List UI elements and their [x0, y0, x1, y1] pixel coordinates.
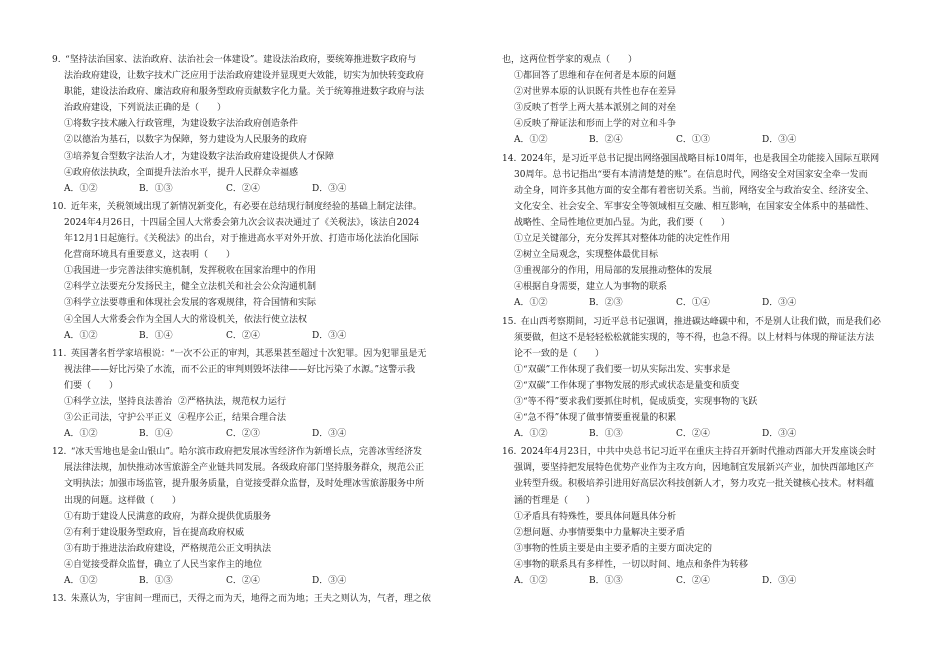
statement-option: ②科学立法要充分发扬民主，健全立法机关和社会公众沟通机制: [64, 282, 317, 293]
statement-option: ①立足关键部分，充分发挥其对整体功能的决定性作用: [514, 234, 731, 245]
question-number: 12.: [52, 447, 67, 458]
statement-option-row: [52, 394, 452, 410]
question-number: 10.: [52, 201, 67, 212]
answer-choice: B．②④: [589, 135, 623, 146]
question-stem-text: 法治政府建设，让数字技术广泛应用于法治政府建设并显现更大效能，切实为加快转变政府: [64, 71, 425, 82]
question-stem-text: “冰天雪地也是金山银山”。哈尔滨市政府把发展冰雪经济作为新增长点，完善冰雪经济发: [70, 447, 423, 458]
answer-choice: B．①③: [139, 183, 173, 194]
statement-option: ③有助于推进法治政府建设，严格规范公正文明执法: [64, 543, 272, 554]
answer-choice: D．③④: [312, 330, 347, 341]
question-stem-text: 动全身，同许多其他方面的安全都有着密切关系。当前，网络安全与政治安全、经济安全、: [514, 185, 875, 196]
statement-option: ④“急不得”体现了做事情要重视量的积累: [514, 413, 677, 424]
question-stem-line: [502, 314, 904, 330]
question-stem-line: [52, 231, 452, 247]
answer-choice: C．②④: [226, 576, 260, 586]
answer-choices: [502, 132, 904, 148]
question-stem-text: 展法律法规，加快推动冰雪旅游全产业链共同发展。各级政府部门坚持服务群众，规范公正: [64, 463, 425, 474]
statement-option: ②想问题、办事情要集中力量解决主要矛盾: [514, 527, 686, 538]
question-stem-text: 职能，建设法治政府、廉洁政府和服务型政府贡献数字化力量。关于统筹推进数字政府与法: [64, 87, 425, 98]
question-stem-text: “坚持法治国家、法治政府、法治社会一体建设”。建设法治政府，要统筹推进数字政府与: [65, 55, 417, 65]
question-stem-line: [52, 100, 452, 116]
question-stem-text: 近年来，关税领域出现了新情况新变化，有必要在总结现行制度经验的基础上制定法律。: [70, 201, 422, 212]
statement-option: ④根据自身需要，建立人为事物的联系: [514, 282, 668, 293]
answer-choice: C．②④: [676, 429, 710, 440]
question-stem-line: [52, 84, 452, 100]
statement-option: ①有助于建设人民满意的政府，为群众提供优质服务: [64, 511, 272, 522]
question-stem-text: 们要（ ）: [64, 380, 119, 391]
question-stem-text: 涵的哲理是（ ）: [514, 495, 596, 506]
question-block: [52, 444, 452, 589]
statement-option: ④程序公正，结果合理合法: [178, 413, 287, 424]
question-stem-line: [52, 247, 452, 263]
statement-option: ③“等不得”要求我们要抓住时机，促成质变，实现事物的飞跃: [514, 396, 758, 407]
question-stem-line: [52, 591, 452, 607]
question-stem-line: [52, 378, 452, 394]
statement-option: ④事物的联系具有多样性，一切以时间、地点和条件为转移: [514, 559, 749, 570]
answer-choices: [52, 181, 452, 197]
question-stem-line: [52, 346, 452, 362]
answer-choices: [502, 295, 904, 311]
answer-choice: A．①②: [64, 183, 98, 194]
question-number: 15.: [502, 316, 517, 327]
statement-option: ②有利于建设服务型政府，旨在提高政府权威: [64, 527, 245, 538]
question-number: 16.: [502, 447, 517, 458]
answer-choice: B．②③: [589, 298, 623, 309]
question-block: [52, 591, 452, 607]
question-block: [52, 52, 452, 197]
statement-option: ①矛盾具有特殊性，要具体问题具体分析: [514, 511, 677, 522]
question-stem-line: [52, 476, 452, 492]
answer-choice: A．①②: [514, 576, 548, 586]
question-stem-text: 在山西考察期间，习近平总书记强调，推进碳达峰碳中和，不是别人让我们做，而是我们必: [520, 316, 881, 327]
statement-option: ④反映了辩证法和形而上学的对立和斗争: [514, 119, 677, 130]
answer-choice: A．①②: [64, 429, 98, 440]
question-stem-line: [502, 346, 904, 362]
left-column: [52, 52, 452, 609]
statement-option: ③科学立法要尊重和体现社会发展的客观规律，符合国情和实际: [64, 298, 317, 309]
answer-choice: B．①③: [139, 576, 173, 586]
answer-choices: [52, 426, 452, 442]
answer-choice: A．①②: [64, 330, 98, 341]
question-number: 13.: [52, 594, 67, 605]
statement-option: ②“双碳”工作体现了事物发展的形式或状态是量变和质变: [514, 380, 740, 391]
answer-choice: D．③④: [762, 576, 797, 586]
answer-choice: B．①③: [589, 576, 623, 586]
question-stem-line: [52, 52, 452, 68]
answer-choices: [502, 426, 904, 442]
question-number: 9.: [52, 55, 61, 65]
question-stem-line: [502, 330, 904, 346]
statement-option: ②严格执法，规范权力运行: [178, 396, 287, 407]
statement-option: ①科学立法，坚持良法善治: [64, 396, 173, 407]
question-stem-line: [52, 493, 452, 509]
question-stem-line: [502, 215, 904, 231]
answer-choice: C．①④: [676, 298, 710, 309]
question-stem-text: 也，这两位哲学家的观点（ ）: [502, 55, 638, 65]
statement-option: ③事物的性质主要是由主要矛盾的主要方面决定的: [514, 543, 713, 554]
question-number: 14.: [502, 153, 517, 164]
question-stem-line: [502, 460, 904, 476]
statement-option: ②树立全局观念，实现整体最优目标: [514, 250, 659, 261]
question-stem-text: 化营商环境具有重要意义，这表明（ ）: [64, 250, 236, 261]
answer-choice: B．①③: [589, 429, 623, 440]
statement-option: ①将数字技术融入行政管理，为建设数字法治政府创造条件: [64, 119, 299, 130]
answer-choice: A．①②: [514, 135, 548, 146]
statement-option: ①我国进一步完善法律实施机制，发挥税收在国家治理中的作用: [64, 266, 317, 277]
answer-choice: C．②③: [226, 429, 260, 440]
spacer: [52, 607, 452, 609]
statement-option: ③重视部分的作用，用局部的发展推动整体的发展: [514, 266, 713, 277]
question-stem-text: 强调，要坚持把发展特色优势产业作为主攻方向，因地制宜发展新兴产业，加快西部地区产: [514, 463, 875, 474]
question-number: 11.: [52, 348, 67, 359]
question-stem-text: 战略性、全局性地位更加凸显。为此，我们要（ ）: [514, 217, 731, 228]
question-block: [502, 314, 904, 443]
question-stem-line: [52, 215, 452, 231]
statement-option-row: [52, 410, 452, 426]
answer-choices: [52, 573, 452, 589]
question-stem-text: 业转型升级。积极培养引进用好高层次科技创新人才，努力攻克一批关键核心技术。材料蕴: [514, 479, 875, 490]
answer-choice: D．③④: [762, 429, 797, 440]
question-stem-line: [502, 183, 904, 199]
answer-choice: D．③④: [762, 135, 797, 146]
question-stem-text: 文化安全、社会安全、军事安全等领域相互交融、相互影响，在国家安全体系中的基础性、: [514, 201, 875, 212]
question-block: [502, 444, 904, 589]
question-stem-line: [502, 199, 904, 215]
question-stem-text: 2024年，是习近平总书记提出网络强国战略目标10周年，也是我国全功能接入国际互联网: [520, 153, 880, 164]
answer-choices: [502, 573, 904, 589]
question-block: [52, 199, 452, 344]
answer-choice: B．①④: [139, 429, 173, 440]
answer-choice: C．②④: [676, 576, 710, 586]
question-stem-line: [52, 444, 452, 460]
question-stem-text: 年12月1日起施行。《关税法》的出台，对于推进高水平对外开放、打造市场化法治化国际: [64, 234, 419, 245]
question-block: [502, 52, 904, 149]
answer-choice: D．③④: [762, 298, 797, 309]
question-block: [502, 151, 904, 312]
answer-choice: A．①②: [514, 298, 548, 309]
answer-choice: D．③④: [312, 429, 347, 440]
question-stem-text: 出现的问题。这样做（ ）: [64, 495, 182, 506]
answer-choice: D．③④: [312, 183, 347, 194]
statement-option: ④自觉接受群众监督，确立了人民当家作主的地位: [64, 559, 263, 570]
answer-choice: C．①③: [676, 135, 710, 146]
statement-option: ④全国人大常委会作为全国人大的常设机关，依法行使立法权: [64, 314, 308, 325]
question-stem-line: [502, 151, 904, 167]
answer-choice: D．③④: [312, 576, 347, 586]
question-stem-text: 视法律——好比污染了水流，而不公正的审判则毁坏法律——好比污染了水源。”这警示我: [64, 364, 416, 375]
question-stem-line: [502, 476, 904, 492]
question-stem-text: 英国著名哲学家培根说：“一次不公正的审判，其恶果甚至超过十次犯罪。因为犯罪虽是无: [70, 348, 427, 359]
question-stem-text: 30周年。总书记指出“要有本清清楚楚的账”。在信息时代，网络安全对国家安全牵一发而: [514, 169, 868, 180]
statement-option: ①“双碳”工作体现了我们要一切从实际出发、实事求是: [514, 364, 731, 375]
right-column: [502, 52, 904, 591]
question-stem-text: 治政府建设，下列说法正确的是（ ）: [64, 103, 227, 114]
spacer: [502, 589, 904, 591]
statement-option: ④政府依法执政，全面提升法治水平，提升人民群众幸福感: [64, 167, 299, 178]
question-stem-text: 文明执法；加强市场监管，提升服务质量，自觉接受群众监督，及时处理冰雪旅游服务中所: [64, 479, 425, 490]
statement-option: ③反映了哲学上两大基本派别之间的对垒: [514, 103, 677, 114]
answer-choices: [52, 328, 452, 344]
question-stem-line: [52, 68, 452, 84]
statement-option: ③公正司法，守护公平正义: [64, 413, 173, 424]
question-stem-line: [502, 167, 904, 183]
question-stem-text: 2024年4月26日，十四届全国人大常委会第九次会议表决通过了《关税法》，该法自2024: [64, 217, 420, 228]
answer-choice: A．①②: [514, 429, 548, 440]
question-stem-line: [52, 460, 452, 476]
question-stem-line: [52, 362, 452, 378]
question-stem-text: 朱熹认为，宇宙间一理而已，天得之而为天，地得之而为地；王夫之则认为，气者，理之依: [70, 594, 431, 605]
statement-option: ②以德治为基石，以数字为保障，努力建设为人民服务的政府: [64, 135, 308, 146]
answer-choice: C．②④: [226, 183, 260, 194]
question-stem-line: [502, 493, 904, 509]
statement-option: ③培养复合型数字法治人才，为建设数字法治政府建设提供人才保障: [64, 151, 335, 162]
question-stem-text: 2024年4月23日，中共中央总书记习近平在重庆主持召开新时代推动西部大开发座谈会时: [520, 447, 876, 458]
statement-option: ②对世界本原的认识既有共性也存在差异: [514, 87, 677, 98]
question-block: [52, 346, 452, 443]
answer-choice: A．①②: [64, 576, 98, 586]
answer-choice: C．②④: [226, 330, 260, 341]
question-stem-line: [52, 199, 452, 215]
question-stem-line: [502, 444, 904, 460]
answer-choice: B．①④: [139, 330, 173, 341]
question-stem-text: 须要做，但这不是轻轻松松就能实现的，等不得，也急不得。以上材料与体现的辩证法方法: [514, 332, 875, 343]
question-stem-line: [502, 52, 904, 68]
question-stem-text: 论不一致的是（ ）: [514, 348, 605, 359]
statement-option: ①都回答了思维和存在何者是本原的问题: [514, 71, 677, 82]
